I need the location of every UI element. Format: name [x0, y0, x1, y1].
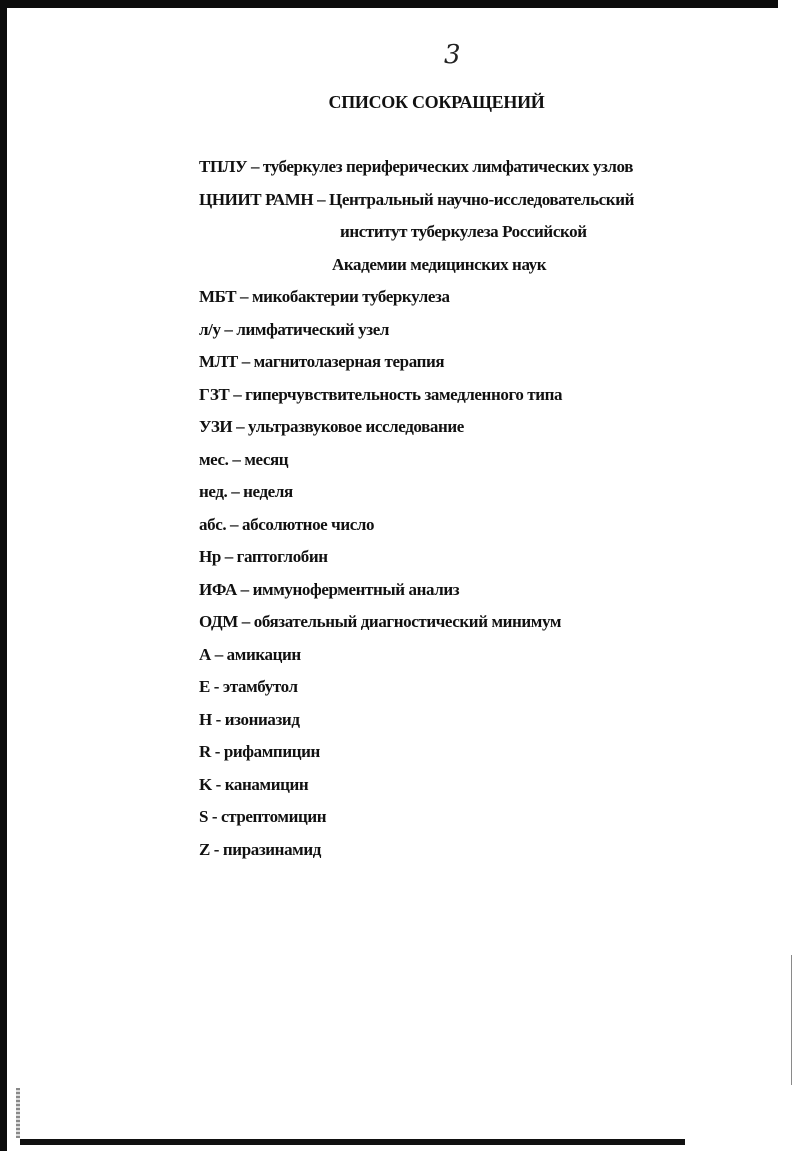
scan-border-top: [0, 0, 778, 8]
abbreviation-entry: Н - изониазид: [199, 709, 300, 729]
abbreviation-entry: R - рифампицин: [199, 742, 320, 761]
abbreviation-entry: ТПЛУ – туберкулез периферических лимфатических узлов: [199, 157, 633, 176]
abbreviation-entry: Z - пиразинамид: [199, 839, 321, 859]
abbreviation-entry: ОДМ – обязательный диагностический минимум: [199, 612, 562, 631]
page-number: 3: [444, 40, 461, 70]
abbreviation-entry: УЗИ – ультразвуковое исследование: [199, 417, 464, 436]
page-title: СПИСОК СОКРАЩЕНИЙ: [328, 92, 545, 112]
abbreviation-entry: Е - этамбутол: [199, 677, 298, 696]
abbreviation-entry: ИФА – иммуноферментный анализ: [199, 579, 460, 599]
scan-edge-line: [791, 955, 792, 1085]
abbreviation-entry: МБТ – микобактерии туберкулеза: [199, 287, 450, 306]
abbreviation-entry: мес. – месяц: [199, 449, 289, 469]
abbreviation-list: [199, 155, 789, 870]
scan-speck: [16, 1088, 20, 1138]
abbreviation-entry: ЦНИИТ РАМН – Центральный научно-исследовательский: [199, 189, 634, 209]
abbreviation-entry: ГЗТ – гиперчувствительность замедленного типа: [199, 384, 563, 404]
abbreviation-entry: S - стрептомицин: [199, 807, 327, 826]
abbreviation-entry: K - канамицин: [199, 774, 309, 794]
abbreviation-entry: нед. – неделя: [199, 482, 293, 501]
scan-border-left: [0, 0, 7, 1151]
abbreviation-entry: А – амикацин: [199, 644, 301, 664]
abbreviation-entry-continuation: Академии медицинских наук: [332, 254, 547, 274]
abbreviation-entry: абс. – абсолютное число: [199, 514, 375, 534]
scan-border-bottom: [20, 1139, 685, 1145]
abbreviation-entry: л/у – лимфатический узел: [199, 319, 389, 339]
abbreviation-entry: Hp – гаптоглобин: [199, 547, 328, 566]
abbreviation-entry: МЛТ – магнитолазерная терапия: [199, 352, 445, 371]
abbreviation-entry-continuation: институт туберкулеза Российской: [340, 222, 587, 241]
